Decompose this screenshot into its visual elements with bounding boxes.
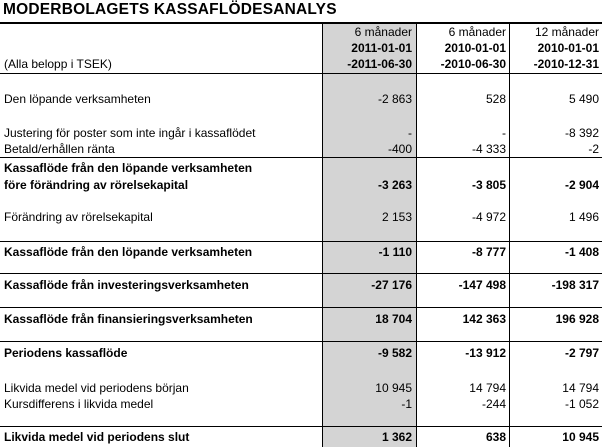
row-rule [0, 307, 602, 308]
column-divider [509, 24, 510, 447]
row-value: 528 [485, 92, 506, 106]
row-value: -400 [387, 142, 412, 156]
row-label: Förändring av rörelsekapital [4, 210, 153, 224]
row-value: -2 [588, 142, 599, 156]
row-value: 1 362 [381, 430, 412, 444]
row-value: -1 110 [378, 245, 412, 259]
row-value: -147 498 [458, 278, 506, 292]
page-title: MODERBOLAGETS KASSAFLÖDESANALYS [3, 1, 337, 18]
row-value: -8 392 [564, 126, 599, 140]
row-rule [0, 273, 602, 274]
row-value: - [502, 126, 506, 140]
row-label: Justering för poster som inte ingår i kassaflödet [4, 126, 256, 140]
col3-from: 2010-01-01 [537, 41, 599, 55]
row-value: -2 797 [564, 346, 599, 360]
row-value: -4 333 [471, 142, 506, 156]
col1-period: 6 månader [354, 25, 412, 39]
row-value: -1 408 [564, 245, 599, 259]
row-value: 14 794 [562, 381, 599, 395]
row-value: 14 794 [469, 381, 506, 395]
row-value: -2 904 [564, 178, 599, 192]
col3-period: 12 månader [534, 25, 599, 39]
row-rule [0, 341, 602, 342]
row-label: Kassaflöde från finansieringsverksamheten [4, 312, 253, 326]
row-value: -198 317 [551, 278, 599, 292]
row-value: -244 [481, 397, 506, 411]
col1-to: -2011-06-30 [347, 57, 412, 71]
row-rule [0, 241, 602, 242]
header-top-rule [0, 22, 602, 24]
row-value: -3 263 [377, 178, 412, 192]
row-value: -1 052 [564, 397, 599, 411]
row-rule [0, 157, 602, 158]
row-value: -4 972 [471, 210, 506, 224]
row-value: -13 912 [465, 346, 506, 360]
row-label: Betald/erhållen ränta [4, 142, 115, 156]
row-label: Likvida medel vid periodens slut [4, 430, 190, 444]
row-label: Periodens kassaflöde [4, 346, 128, 360]
col2-to: -2010-06-30 [440, 57, 506, 71]
row-value: 10 945 [562, 430, 599, 444]
row-value: 2 153 [381, 210, 412, 224]
row-value: -9 582 [377, 346, 412, 360]
row-label: Kassaflöde från investeringsverksamheten [4, 278, 249, 292]
col2-from: 2010-01-01 [444, 41, 506, 55]
unit-note: (Alla belopp i TSEK) [4, 57, 112, 71]
row-value: -27 176 [371, 278, 412, 292]
row-value: 1 496 [568, 210, 599, 224]
row-value: -1 [401, 397, 412, 411]
row-value: 142 363 [462, 312, 506, 326]
row-value: -2 863 [377, 92, 412, 106]
row-label: Kassaflöde från den löpande verksamheten [4, 161, 253, 175]
row-label: Likvida medel vid periodens början [4, 381, 189, 395]
column-divider [416, 24, 417, 447]
row-label: Den löpande verksamheten [4, 92, 151, 106]
col1-from: 2011-01-01 [351, 41, 412, 55]
row-label: Kursdifferens i likvida medel [4, 397, 154, 411]
column-divider [322, 24, 323, 447]
col2-period: 6 månader [448, 25, 506, 39]
col3-to: -2010-12-31 [533, 57, 599, 71]
row-value: 18 704 [375, 312, 412, 326]
header-bottom-rule [0, 73, 602, 74]
row-value: -8 777 [471, 245, 506, 259]
row-value: - [408, 126, 412, 140]
row-value: 196 928 [555, 312, 599, 326]
row-value: 638 [485, 430, 506, 444]
row-label-continued: före förändring av rörelsekapital [4, 178, 189, 192]
row-label: Kassaflöde från den löpande verksamheten [4, 245, 253, 259]
row-value: 5 490 [568, 92, 599, 106]
row-value: 10 945 [375, 381, 412, 395]
row-rule [0, 426, 602, 427]
row-value: -3 805 [471, 178, 506, 192]
